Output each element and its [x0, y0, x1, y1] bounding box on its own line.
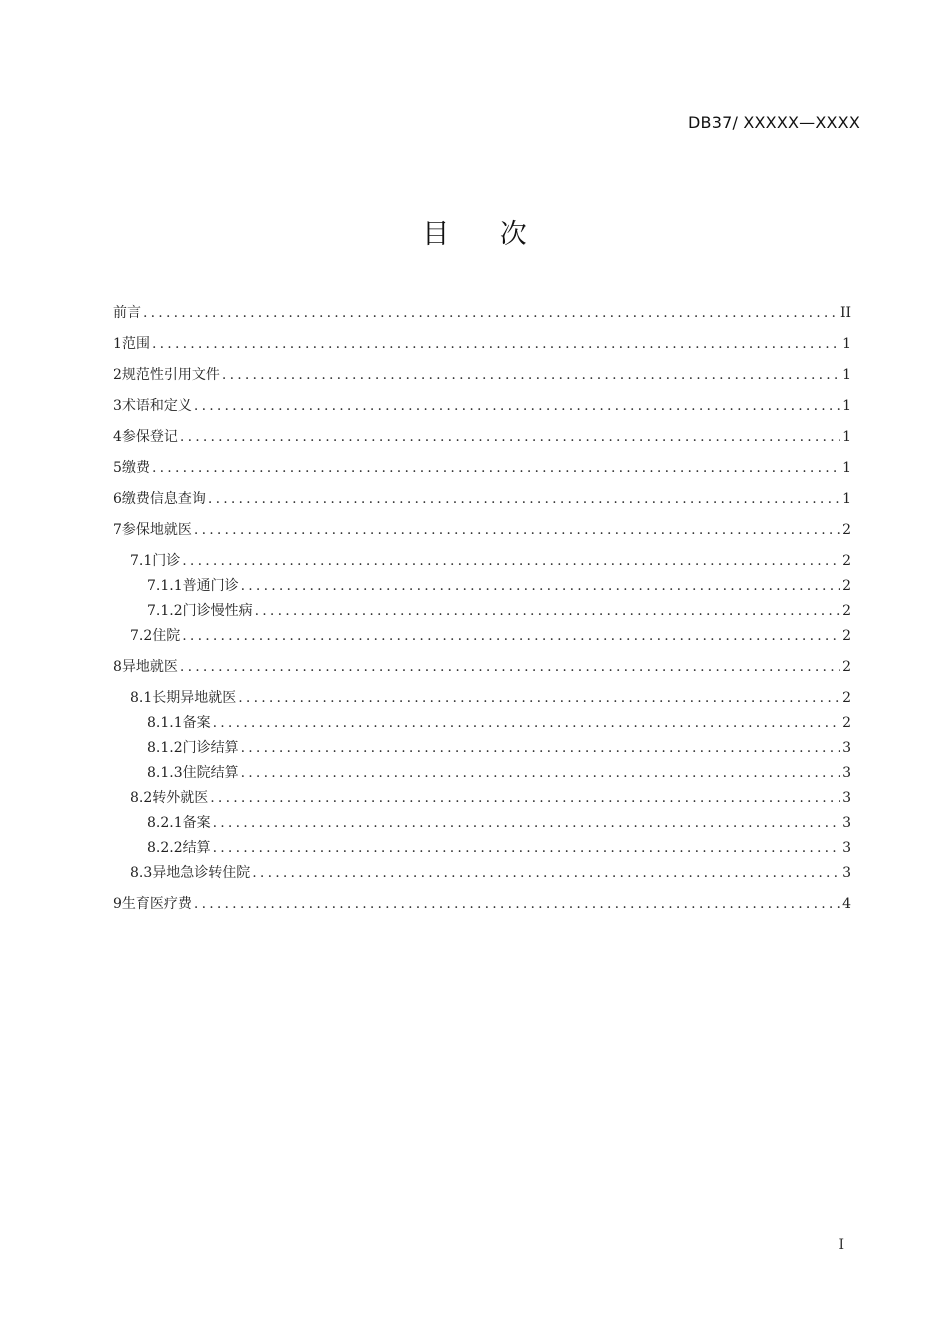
toc-entry[interactable] — [113, 737, 851, 759]
toc-entry-page: 3 — [842, 840, 851, 856]
toc-leader-dots — [194, 896, 840, 912]
toc-leader-dots — [241, 578, 840, 594]
toc-entry[interactable] — [113, 302, 851, 324]
toc-entry-title: 转外就医 — [152, 790, 209, 806]
toc-entry[interactable] — [113, 762, 851, 784]
toc-entry-title: 住院结算 — [182, 765, 239, 781]
toc-title: 目 次 — [422, 219, 528, 250]
toc-entry-number: 1 — [113, 336, 122, 352]
toc-entry-title: 住院 — [152, 628, 181, 644]
toc-entry-number: 8.3 — [130, 865, 153, 881]
toc-entry-number: 4 — [113, 429, 122, 445]
toc-entry[interactable] — [113, 893, 851, 915]
toc-entry-page: 4 — [842, 896, 851, 912]
toc-leader-dots — [241, 740, 840, 756]
toc-entry[interactable] — [113, 625, 851, 647]
toc-entry-number: 9 — [113, 896, 122, 912]
toc-entry-number: 7.1.1 — [147, 578, 183, 594]
toc-entry-page: 3 — [842, 790, 851, 806]
toc-entry-title: 缴费 — [122, 460, 150, 476]
toc-entry-title: 门诊结算 — [182, 740, 239, 756]
toc-entry[interactable] — [113, 712, 851, 734]
toc-entry-number: 7.2 — [130, 628, 153, 644]
toc-leader-dots — [180, 429, 840, 445]
toc-leader-dots — [143, 305, 838, 321]
toc-entry-page: 1 — [842, 398, 851, 414]
toc-entry-title: 前言 — [113, 305, 141, 321]
toc-leader-dots — [252, 865, 840, 881]
toc-entry-title: 生育医疗费 — [121, 896, 192, 912]
toc-leader-dots — [213, 815, 840, 831]
toc-leader-dots — [182, 553, 840, 569]
toc-entry-number: 8.1.1 — [147, 715, 183, 731]
toc-entry[interactable] — [113, 862, 851, 884]
toc-entry-page: 2 — [842, 603, 851, 619]
toc-entry[interactable] — [113, 600, 851, 622]
toc-entry-number: 5 — [113, 460, 122, 476]
toc-leader-dots — [152, 336, 840, 352]
toc-entry-number: 7.1 — [130, 553, 153, 569]
toc-leader-dots — [255, 603, 840, 619]
page-number: I — [838, 1237, 844, 1253]
toc-entry-page: II — [839, 305, 851, 321]
toc-entry[interactable] — [113, 656, 851, 678]
toc-leader-dots — [180, 659, 840, 675]
toc-entry-title: 普通门诊 — [182, 578, 239, 594]
toc-entry-page: 3 — [842, 765, 851, 781]
toc-entry-title: 范围 — [122, 336, 150, 352]
toc-entry-title: 术语和定义 — [121, 398, 192, 414]
toc-entry-number: 8.1.2 — [147, 740, 183, 756]
toc-entry-page: 3 — [842, 865, 851, 881]
toc-entry-number: 8.1 — [130, 690, 153, 706]
toc-entry-title: 缴费信息查询 — [121, 491, 206, 507]
toc-leader-dots — [213, 715, 840, 731]
toc-entry-page: 2 — [842, 628, 851, 644]
toc-entry-title: 备案 — [182, 815, 211, 831]
toc-entry-title: 长期异地就医 — [152, 690, 237, 706]
toc-entry-number: 7 — [113, 522, 122, 538]
toc-entry-title: 规范性引用文件 — [121, 367, 220, 383]
toc-entry[interactable] — [113, 550, 851, 572]
toc-leader-dots — [210, 790, 840, 806]
toc-leader-dots — [241, 765, 840, 781]
toc-entry-title: 备案 — [182, 715, 211, 731]
toc-leader-dots — [152, 460, 840, 476]
toc-leader-dots — [194, 522, 840, 538]
toc-entry-page: 2 — [842, 553, 851, 569]
toc-leader-dots — [213, 840, 840, 856]
toc-entry-number: 6 — [113, 491, 122, 507]
toc-entry-page: 2 — [842, 715, 851, 731]
toc-leader-dots — [238, 690, 840, 706]
toc-entry-page: 1 — [842, 367, 851, 383]
toc-entry[interactable] — [113, 687, 851, 709]
toc-entry[interactable] — [113, 333, 851, 355]
toc-entry[interactable] — [113, 787, 851, 809]
toc-entry[interactable] — [113, 426, 851, 448]
toc-entry-page: 1 — [842, 460, 851, 476]
document-code: DB37/ XXXXX—XXXX — [688, 113, 860, 132]
toc-entry-title: 参保地就医 — [121, 522, 192, 538]
toc-entry-number: 8.2.2 — [147, 840, 183, 856]
toc-entry[interactable] — [113, 457, 851, 479]
toc-entry-page: 1 — [842, 429, 851, 445]
toc-entry[interactable] — [113, 519, 851, 541]
toc-entry[interactable] — [113, 395, 851, 417]
toc-entry[interactable] — [113, 575, 851, 597]
toc-leader-dots — [194, 398, 840, 414]
toc-entry[interactable] — [113, 488, 851, 510]
toc-entry-page: 1 — [842, 336, 851, 352]
toc-entry-title: 异地急诊转住院 — [152, 865, 251, 881]
toc-entry-page: 2 — [842, 522, 851, 538]
toc-entry[interactable] — [113, 364, 851, 386]
toc-entry-number: 8.2.1 — [147, 815, 183, 831]
toc-entry-number: 8.2 — [130, 790, 153, 806]
toc-entry-number: 8.1.3 — [147, 765, 183, 781]
toc-entry-page: 2 — [842, 690, 851, 706]
toc-entry-title: 门诊慢性病 — [182, 603, 253, 619]
toc-entry-page: 3 — [842, 815, 851, 831]
toc-entry-number: 7.1.2 — [147, 603, 183, 619]
toc-leader-dots — [208, 491, 840, 507]
toc-leader-dots — [182, 628, 840, 644]
toc-entry-page: 2 — [842, 578, 851, 594]
toc-leader-dots — [222, 367, 840, 383]
toc-entry-title: 结算 — [182, 840, 211, 856]
toc-entry-title: 参保登记 — [121, 429, 178, 445]
toc-entry-title: 门诊 — [152, 553, 181, 569]
toc-entry-number: 8 — [113, 659, 122, 675]
toc-entry-page: 3 — [842, 740, 851, 756]
toc-entry-number: 3 — [113, 398, 122, 414]
toc-entry[interactable] — [113, 812, 851, 834]
toc-entry-page: 2 — [842, 659, 851, 675]
toc-entry-number: 2 — [113, 367, 122, 383]
toc-entry-title: 异地就医 — [121, 659, 178, 675]
toc-entry-page: 1 — [842, 491, 851, 507]
toc-entry[interactable] — [113, 837, 851, 859]
